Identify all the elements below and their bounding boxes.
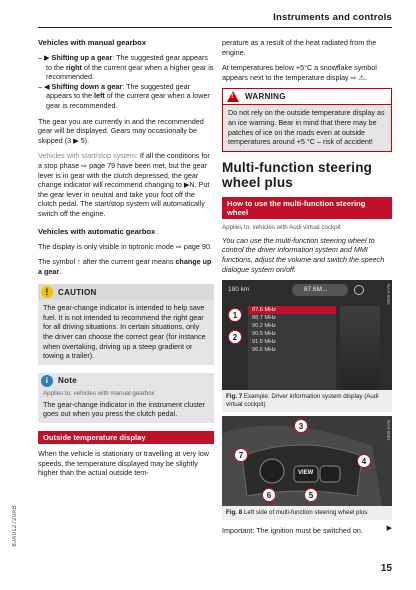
shift-up-label: ▶ Shifting up a gear xyxy=(44,53,113,62)
symbol-text: The symbol ↑ after the current gear means xyxy=(38,257,176,267)
shift-up-text-end: of the current gear when a higher gear is recommended. xyxy=(46,62,214,82)
view-button-label: VIEW xyxy=(298,470,314,477)
info-icon: i xyxy=(41,375,53,387)
frequency-item-selected: 87.6 MHz xyxy=(248,306,336,314)
symbol-paragraph xyxy=(38,257,214,276)
warning-text: Do not rely on the outside temperature display as an ice warning. Bear in mind that there may be patches of ice on the roads even at outside temperatures around +5 °C – risk of accident! xyxy=(228,108,385,147)
frequency-item: 96.6 MHz xyxy=(252,347,276,354)
figure-id: RAX-0001 xyxy=(386,420,391,441)
dash: – xyxy=(38,81,44,91)
warning-box xyxy=(222,88,392,151)
right-column xyxy=(222,38,392,536)
range-readout: 180 km xyxy=(228,286,250,294)
left-column xyxy=(38,38,214,478)
chapter-heading: Multi-function steering wheel plus xyxy=(222,159,373,191)
caution-title: CAUTION xyxy=(58,287,97,297)
caution-text: The gear-change indicator is intended to help save fuel. It is not intended to recommend the right gear for all driving situations. In certain situations, only the driver can choose the correct gear (for instance when overtaking, driving up a steep gradient or towing a trailer). xyxy=(43,303,206,361)
shift-list xyxy=(38,53,214,111)
page-header xyxy=(0,0,416,30)
note-box xyxy=(38,373,214,423)
tiptronic-paragraph: The display is only visible in tiptronic mode ⇨ page 90. xyxy=(38,241,212,251)
shift-down-direction: left xyxy=(93,91,105,101)
document-code: 8JA012720AB xyxy=(12,505,18,547)
callout-4: 4 xyxy=(357,454,371,468)
frequency-item: 88.7 MHz xyxy=(252,315,276,322)
callout-7: 7 xyxy=(234,448,248,462)
figure-8-caption-text: Left side of multi-function steering wheel plus xyxy=(242,509,368,517)
startstop-paragraph xyxy=(38,151,214,218)
symbol-bold: change up a gear xyxy=(38,257,212,276)
figure-7-caption-text: Example: Driver information system display (Audi virtual cockpit) xyxy=(226,393,379,409)
caution-body xyxy=(38,300,214,365)
dial-backdrop xyxy=(340,306,380,390)
note-text: The gear-change indicator in the instrument cluster goes out when you press the clutch pedal. xyxy=(43,399,206,419)
header-rule xyxy=(38,27,392,28)
settings-icon xyxy=(354,285,364,295)
snowflake-paragraph: At temperatures below +5°C a snowflake symbol appears next to the temperature display ⇨ ⚠. xyxy=(222,63,377,82)
warning-title: WARNING xyxy=(245,92,286,102)
figure-8-caption xyxy=(222,506,392,520)
figure-8 xyxy=(222,416,392,520)
note-title: Note xyxy=(58,376,77,386)
warning-icon: ! xyxy=(227,91,239,102)
figure-7 xyxy=(222,280,392,412)
callout-2: 2 xyxy=(228,330,242,344)
symbol-end: . xyxy=(59,266,62,276)
shift-up-direction: right xyxy=(65,62,82,72)
outside-temperature-heading: Outside temperature display xyxy=(38,431,214,444)
startstop-label: Vehicles with start/stop system: xyxy=(38,151,138,161)
section-heading: How to use the multi-function steering wheel xyxy=(222,197,392,219)
outside-temperature-paragraph: When the vehicle is stationary or travelling at very low speeds, the temperature displayed may be slightly higher than the actual outside tem- xyxy=(38,449,209,478)
important-note: Important: The ignition must be switched on. xyxy=(222,526,363,536)
figure-8-number: Fig. 8 xyxy=(226,509,243,517)
caution-icon: ! xyxy=(41,286,53,298)
caution-box xyxy=(38,284,214,365)
note-body xyxy=(38,397,214,423)
shift-down-item xyxy=(38,82,214,111)
callout-6: 6 xyxy=(262,488,276,502)
frequency-item: 90.2 MHz xyxy=(252,323,276,330)
shift-down-label: ◀ Shifting down a gear xyxy=(44,81,123,91)
section-title: Instruments and controls xyxy=(273,12,392,23)
note-applies: Applies to: vehicles with manual gearbox xyxy=(38,389,214,397)
continued-paragraph: perature as a result of the heat radiated from the engine. xyxy=(222,38,377,57)
shift-down-text-end: of the current gear when a lower gear is recommended. xyxy=(46,91,210,110)
manual-gearbox-heading: Vehicles with manual gearbox xyxy=(38,38,147,47)
frequency-list xyxy=(248,306,336,390)
shift-up-text: : The suggested gear appears to the xyxy=(46,53,209,72)
automatic-gearbox-heading: Vehicles with automatic gearbox xyxy=(38,226,156,236)
page-number: 15 xyxy=(380,563,392,574)
steering-wheel-image xyxy=(222,416,392,506)
caution-header xyxy=(38,284,214,300)
warning-body xyxy=(222,104,392,151)
frequency-item: 90.5 MHz xyxy=(252,331,276,338)
shift-up-item xyxy=(38,53,214,82)
figure-7-caption xyxy=(222,390,392,412)
radio-station-pill: 87.6M... xyxy=(292,284,348,296)
callout-5: 5 xyxy=(304,488,318,502)
applies-to: Applies to: vehicles with Audi virtual cockpit xyxy=(222,223,341,231)
warning-header xyxy=(222,88,392,104)
cockpit-display-image xyxy=(222,280,392,390)
continue-arrow-icon: ▶ xyxy=(386,525,392,532)
callout-3: 3 xyxy=(294,419,308,433)
frequency-item: 91.5 MHz xyxy=(252,339,276,346)
dash: – xyxy=(38,53,44,62)
gear-display-paragraph: The gear you are currently in and the recommended gear will be displayed. Gears may occasionally be skipped (3 ▶ 5). xyxy=(38,116,204,145)
callout-1: 1 xyxy=(228,308,242,322)
startstop-text: If all the conditions for a stop phase ⇨ page 79 have been met, but the gear lever is in gear with the clutch depressed, the gear change indicator will recommend changing to ▶N. Put the gear lever in neutral and take your foot off the clutch pedal. The start/stop system will automatically switch off the engine. xyxy=(38,151,210,218)
note-header xyxy=(38,373,214,389)
intro-paragraph: You can use the multi-function steering wheel to control the driver information system and MMI functions, adjust the volume and switch the speech dialogue system on/off. xyxy=(222,235,385,274)
shift-down-text: : The suggested gear appears to the xyxy=(46,81,190,101)
figure-7-number: Fig. 7 xyxy=(226,393,243,401)
figure-id: RAX-0002 xyxy=(386,284,391,305)
